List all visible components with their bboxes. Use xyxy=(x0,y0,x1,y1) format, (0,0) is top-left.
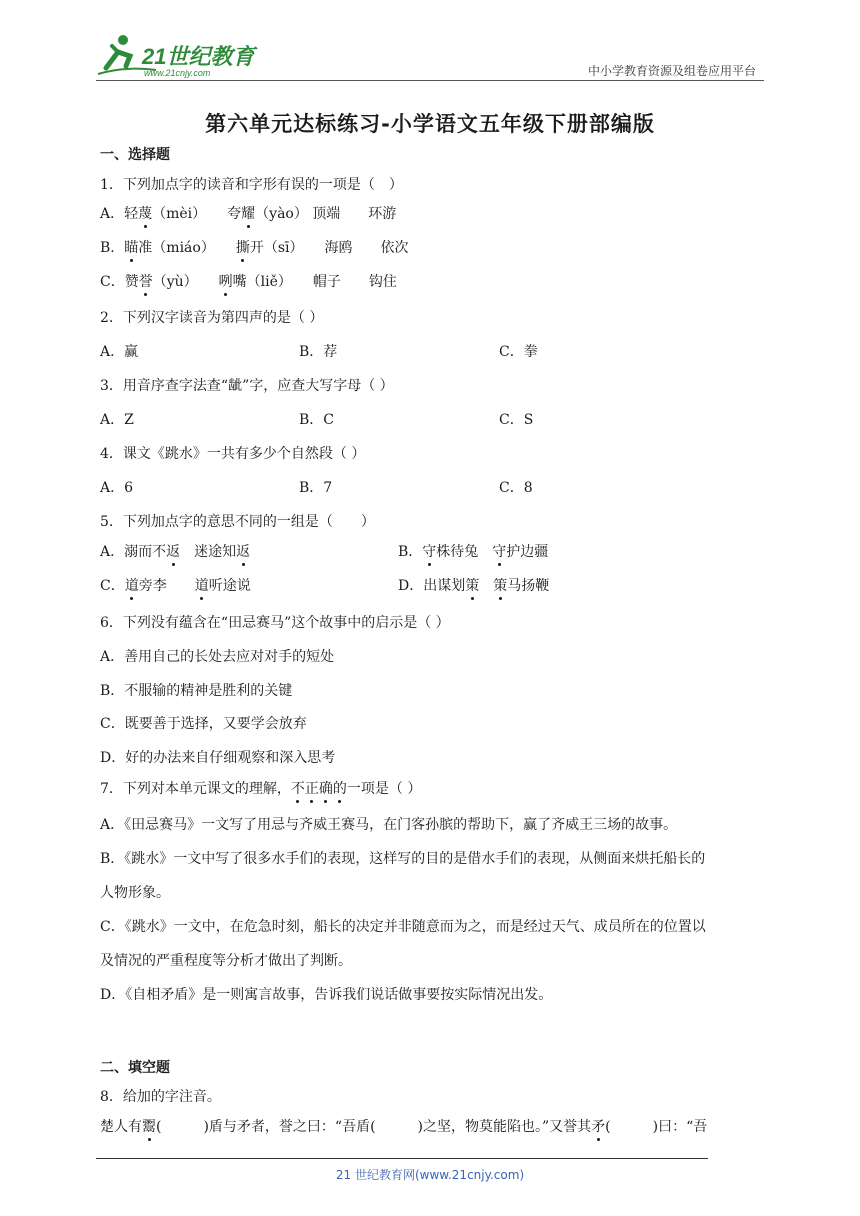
q5-option-b: B．守株待兔 守护边疆 xyxy=(398,544,549,560)
q8-passage: 楚人有鬻( )盾与矛者，誉之曰：“吾盾( )之坚，物莫能陷也。”又誉其矛( )曰：“吾 xyxy=(100,1119,708,1135)
logo-graphic xyxy=(96,30,266,80)
section-heading-fill: 二、填空题 xyxy=(100,1060,170,1076)
q2-option-a: A．赢 xyxy=(100,344,139,360)
q5-option-d: D．出谋划策 策马扬鞭 xyxy=(398,578,550,594)
q7-option-c-line2: 及情况的严重程度等分析才做出了判断。 xyxy=(100,953,352,969)
q3-option-c: C．S xyxy=(499,412,534,428)
q6-option-d: D．好的办法来自仔细观察和深入思考 xyxy=(100,750,336,766)
q1-option-c: C．赞誉（yù） 咧嘴（liě） 帽子 钩住 xyxy=(100,274,397,290)
q6-stem: 6．下列没有蕴含在“田忌赛马”这个故事中的启示是（ ） xyxy=(100,615,450,631)
q3-option-b: B．C xyxy=(299,412,334,428)
q5-stem: 5．下列加点字的意思不同的一组是（ ） xyxy=(100,514,375,530)
q7-option-b-line1: B．《跳水》一文中写了很多水手们的表现，这样写的目的是借水手们的表现，从侧面来烘托船长的 xyxy=(100,851,706,867)
q1-option-b: B．瞄准（miáo） 撕开（sī） 海鸥 依次 xyxy=(100,240,409,256)
q2-option-b: B．荐 xyxy=(299,344,338,360)
q5-option-a: A．溺而不返 迷途知返 xyxy=(100,544,251,560)
q8-stem: 8．给加的字注音。 xyxy=(100,1089,221,1105)
q4-option-c: C．8 xyxy=(499,480,533,496)
q7-option-b-line2: 人物形象。 xyxy=(100,885,170,901)
q4-option-a: A．6 xyxy=(100,480,134,496)
q7-stem: 7．下列对本单元课文的理解，不正确的一项是（ ） xyxy=(100,781,422,797)
platform-label: 中小学教育资源及组卷应用平台 xyxy=(587,64,756,78)
q6-option-c: C．既要善于选择，又要学会放弃 xyxy=(100,716,307,732)
q7-option-a: A．《田忌赛马》一文写了用忌与齐威王赛马，在门客孙膑的帮助下，赢了齐威王三场的故事。 xyxy=(100,817,678,833)
q1-stem: 1．下列加点字的读音和字形有误的一项是（ ） xyxy=(100,177,403,193)
q5-option-c: C．道旁李 道听途说 xyxy=(100,578,251,594)
q1-option-a: A．轻蔑（mèi） 夸耀（yào） 顶端 环游 xyxy=(100,206,397,222)
q4-option-b: B．7 xyxy=(299,480,333,496)
q7-option-d: D．《自相矛盾》是一则寓言故事，告诉我们说话做事要按实际情况出发。 xyxy=(100,987,553,1003)
q6-option-b: B．不服输的精神是胜利的关键 xyxy=(100,683,293,699)
footer-source: 21 世纪教育网(www.21cnjy.com) xyxy=(335,1168,525,1182)
q2-stem: 2．下列汉字读音为第四声的是（ ） xyxy=(100,310,324,326)
logo-text: 21世纪教育 xyxy=(142,44,255,69)
logo xyxy=(96,30,266,80)
q6-option-a: A．善用自己的长处去应对对手的短处 xyxy=(100,649,335,665)
section-heading-choice: 一、选择题 xyxy=(100,147,170,163)
q3-option-a: A．Z xyxy=(100,412,134,428)
q3-stem: 3．用音序查字法查“龇”字，应查大写字母（ ） xyxy=(100,378,394,394)
logo-url: www.21cnjy.com xyxy=(144,68,211,78)
footer-divider xyxy=(96,1158,708,1159)
page-title: 第六单元达标练习-小学语文五年级下册部编版 xyxy=(205,112,655,136)
q4-stem: 4．课文《跳水》一共有多少个自然段（ ） xyxy=(100,446,366,462)
q2-option-c: C．拳 xyxy=(499,344,538,360)
q7-option-c-line1: C．《跳水》一文中，在危急时刻，船长的决定并非随意而为之，而是经过天气、成员所在的位置以 xyxy=(100,919,706,935)
header-divider xyxy=(96,80,764,81)
